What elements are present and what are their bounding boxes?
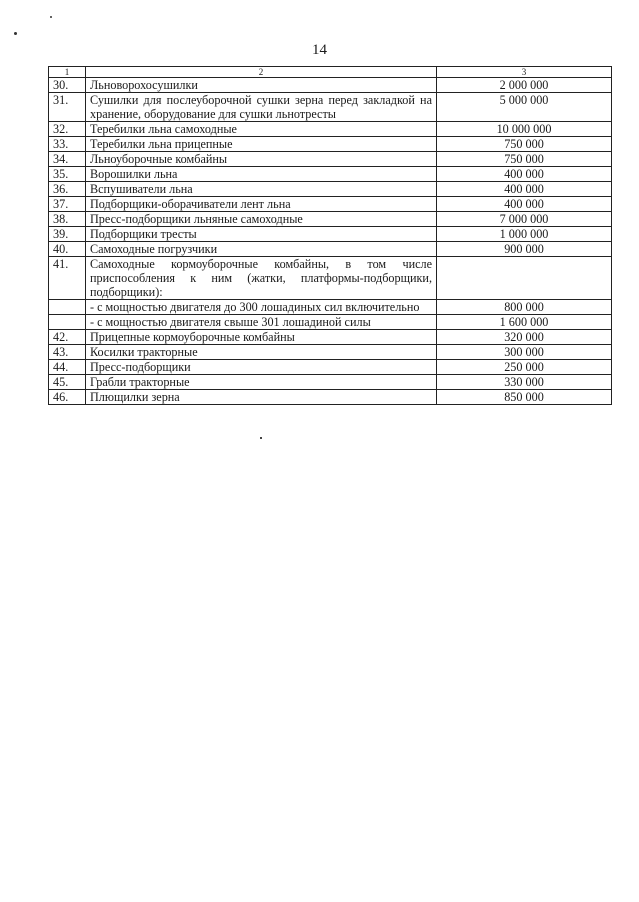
- table-row: [49, 375, 612, 390]
- table-row: [49, 122, 612, 137]
- item-name: Пресс-подборщики: [86, 360, 437, 375]
- table-row: [49, 227, 612, 242]
- item-name: Плющилки зерна: [86, 390, 437, 405]
- item-value: 300 000: [437, 345, 612, 360]
- item-name: Подборщики тресты: [86, 227, 437, 242]
- row-number: [49, 315, 86, 330]
- item-value: 750 000: [437, 137, 612, 152]
- row-number: 43.: [49, 345, 86, 360]
- row-number: 38.: [49, 212, 86, 227]
- item-name: Вспушиватели льна: [86, 182, 437, 197]
- item-name: Пресс-подборщики льняные самоходные: [86, 212, 437, 227]
- item-name: Самоходные кормоуборочные комбайны, в том числе приспособления к ним (жатки, платформы-подборщики, подборщики):: [86, 257, 437, 300]
- table-row: [49, 93, 612, 122]
- row-number: 33.: [49, 137, 86, 152]
- item-name: - с мощностью двигателя до 300 лошадиных сил включительно: [86, 300, 437, 315]
- item-value: 330 000: [437, 375, 612, 390]
- row-number: 35.: [49, 167, 86, 182]
- equipment-price-table: [48, 66, 612, 405]
- row-number: 40.: [49, 242, 86, 257]
- item-value: 400 000: [437, 197, 612, 212]
- item-value: 7 000 000: [437, 212, 612, 227]
- row-number: 36.: [49, 182, 86, 197]
- item-name: - с мощностью двигателя свыше 301 лошадиной силы: [86, 315, 437, 330]
- scan-speck: [14, 32, 17, 35]
- table-row: [49, 315, 612, 330]
- row-number: 30.: [49, 78, 86, 93]
- table-row: [49, 345, 612, 360]
- item-value: 5 000 000: [437, 93, 612, 122]
- row-number: 46.: [49, 390, 86, 405]
- table-row: [49, 300, 612, 315]
- item-name: Грабли тракторные: [86, 375, 437, 390]
- page-number: 14: [312, 42, 327, 58]
- item-value: [437, 257, 612, 300]
- table-row: [49, 257, 612, 300]
- table-row: [49, 360, 612, 375]
- column-header: 2: [86, 67, 437, 78]
- table-row: [49, 212, 612, 227]
- row-number: 37.: [49, 197, 86, 212]
- row-number: 31.: [49, 93, 86, 122]
- table-row: [49, 197, 612, 212]
- item-value: 1 600 000: [437, 315, 612, 330]
- row-number: 39.: [49, 227, 86, 242]
- table-row: [49, 167, 612, 182]
- item-name: Самоходные погрузчики: [86, 242, 437, 257]
- row-number: 34.: [49, 152, 86, 167]
- item-value: 750 000: [437, 152, 612, 167]
- item-name: Льноуборочные комбайны: [86, 152, 437, 167]
- item-value: 400 000: [437, 182, 612, 197]
- table-row: [49, 137, 612, 152]
- table-row: [49, 242, 612, 257]
- item-name: Теребилки льна прицепные: [86, 137, 437, 152]
- item-value: 900 000: [437, 242, 612, 257]
- scan-speck: [260, 437, 262, 439]
- item-name: Теребилки льна самоходные: [86, 122, 437, 137]
- column-header: 1: [49, 67, 86, 78]
- scan-speck: [50, 16, 52, 18]
- row-number: [49, 300, 86, 315]
- row-number: 45.: [49, 375, 86, 390]
- item-name: Льноворохосушилки: [86, 78, 437, 93]
- row-number: 32.: [49, 122, 86, 137]
- column-header: 3: [437, 67, 612, 78]
- item-value: 2 000 000: [437, 78, 612, 93]
- item-value: 320 000: [437, 330, 612, 345]
- item-name: Ворошилки льна: [86, 167, 437, 182]
- item-name: Подборщики-оборачиватели лент льна: [86, 197, 437, 212]
- item-value: 800 000: [437, 300, 612, 315]
- item-value: 10 000 000: [437, 122, 612, 137]
- row-number: 42.: [49, 330, 86, 345]
- table-row: [49, 78, 612, 93]
- table-row: [49, 330, 612, 345]
- item-value: 1 000 000: [437, 227, 612, 242]
- item-name: Косилки тракторные: [86, 345, 437, 360]
- item-name: Сушилки для послеуборочной сушки зерна перед закладкой на хранение, оборудование для сушки льнотресты: [86, 93, 437, 122]
- item-name: Прицепные кормоуборочные комбайны: [86, 330, 437, 345]
- item-value: 250 000: [437, 360, 612, 375]
- row-number: 41.: [49, 257, 86, 300]
- item-value: 400 000: [437, 167, 612, 182]
- row-number: 44.: [49, 360, 86, 375]
- table-header-row: [49, 67, 612, 78]
- item-value: 850 000: [437, 390, 612, 405]
- table-row: [49, 182, 612, 197]
- table-row: [49, 152, 612, 167]
- table-row: [49, 390, 612, 405]
